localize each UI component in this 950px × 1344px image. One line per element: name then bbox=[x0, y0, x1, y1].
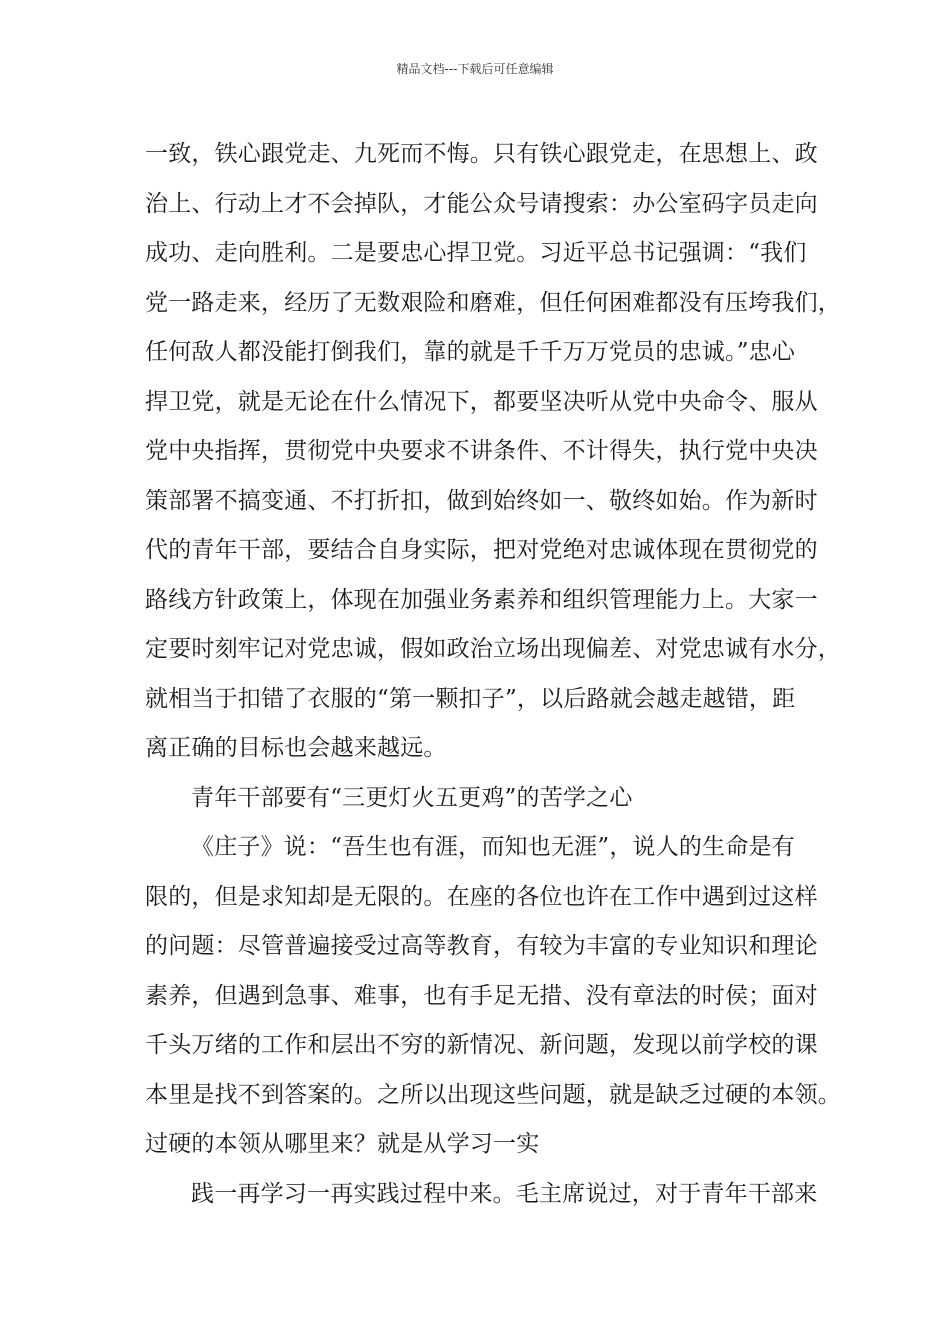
text-line: 治上、行动上才不会掉队，才能公众号请搜索：办公室码字员走向 bbox=[145, 190, 818, 217]
text-line: 素养，但遇到急事、难事，也有手足无措、没有章法的时侯；面对 bbox=[145, 982, 818, 1009]
text-line: 本里是找不到答案的。之所以出现这些问题，就是缺乏过硬的本领。 bbox=[145, 1081, 841, 1108]
text-line: 一致，铁心跟党走、九死而不悔。只有铁心跟党走，在思想上、政 bbox=[145, 141, 818, 167]
document-body bbox=[145, 130, 841, 1219]
text-line: 捍卫党，就是无论在什么情况下，都要坚决听从党中央命令、服从 bbox=[145, 388, 818, 415]
text-line: 的问题：尽管普遍接受过高等教育，有较为丰富的专业知识和理论 bbox=[145, 933, 818, 959]
text-line: 限的，但是求知却是无限的。在座的各位也许在工作中遇到过这样 bbox=[145, 883, 818, 910]
text-line: 定要时刻牢记对党忠诚，假如政治立场出现偏差、对党忠诚有水分， bbox=[145, 636, 841, 662]
page-header: 精品文档---下载后可任意编辑 bbox=[396, 62, 554, 76]
text-line: 党中央指挥，贯彻党中央要求不讲条件、不计得失，执行党中央决 bbox=[145, 438, 818, 464]
text-line: 党一路走来，经历了无数艰险和磨难，但任何困难都没有压垮我们， bbox=[145, 289, 841, 316]
text-line: 过硬的本领从哪里来？就是从学习一实 bbox=[145, 1131, 540, 1157]
text-line: 策部署不搞变通、不打折扣，做到始终如一、敬终如始。作为新时 bbox=[145, 487, 818, 514]
text-line: 《庄子》说：“吾生也有涯，而知也无涯”，说人的生命是有 bbox=[191, 834, 795, 860]
text-line: 离正确的目标也会越来越远。 bbox=[145, 735, 447, 761]
text-line: 千头万绪的工作和层出不穷的新情况、新问题，发现以前学校的课 bbox=[145, 1032, 818, 1058]
text-line: 成功、走向胜利。二是要忠心捍卫党。习近平总书记强调：“我们 bbox=[145, 240, 807, 266]
section-heading: 青年干部要有“三更灯火五更鸡”的苦学之心 bbox=[191, 784, 633, 811]
text-line: 就相当于扣错了衣服的“第一颗扣子”，以后路就会越走越错，距 bbox=[145, 685, 796, 712]
text-line: 践一再学习一再实践过程中来。毛主席说过，对于青年干部来 bbox=[191, 1180, 818, 1207]
text-line: 任何敌人都没能打倒我们，靠的就是千千万万党员的忠诚。”忠心 bbox=[145, 339, 796, 365]
text-line: 代的青年干部，要结合自身实际，把对党绝对忠诚体现在贯彻党的 bbox=[145, 537, 818, 563]
text-line: 路线方针政策上，体现在加强业务素养和组织管理能力上。大家一 bbox=[145, 586, 818, 613]
